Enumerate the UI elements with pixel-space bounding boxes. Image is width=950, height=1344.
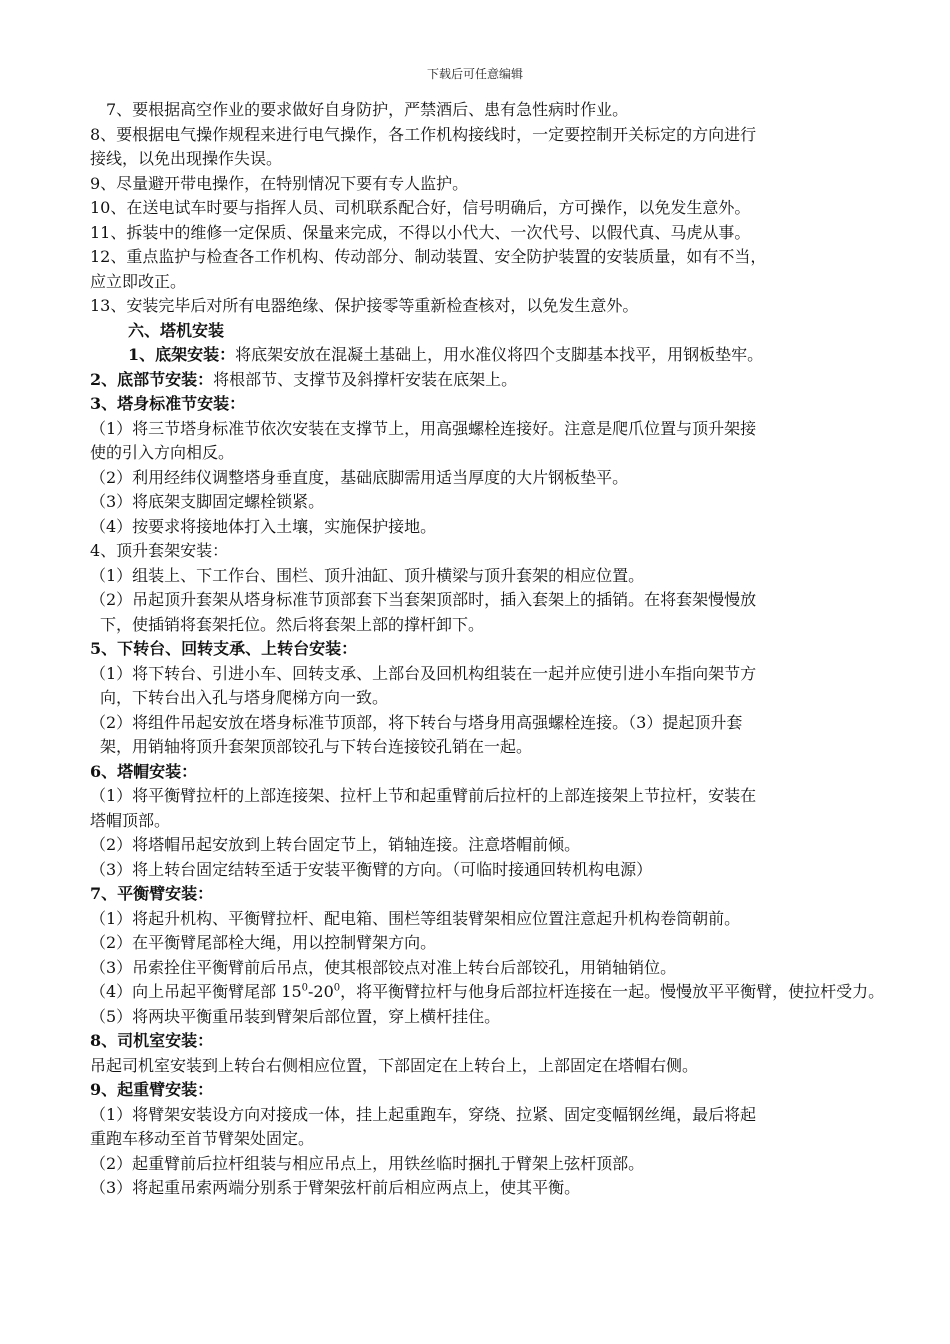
step-9-item-3: （3）将起重吊索两端分别系于臂架弦杆前后相应两点上，使其平衡。 xyxy=(90,1178,581,1197)
safety-item-8a: 8、要根据电气操作规程来进行电气操作，各工作机构接线时，一定要控制开关标定的方向进行 xyxy=(90,124,757,144)
step-4-item-1: （1）组装上、下工作台、围栏、顶升油缸、顶升横梁与顶升套架的相应位置。 xyxy=(90,565,645,585)
step-1-text: 将底架安放在混凝土基础上，用水准仪将四个支脚基本找平，用钢板垫牢。 xyxy=(235,345,764,364)
step-2 xyxy=(90,368,902,393)
step-3-item-1a: （1）将三节塔身标准节依次安装在支撑节上，用高强螺栓连接好。注意是爬爪位置与顶升架接 xyxy=(90,418,757,438)
safety-item-7: 7、要根据高空作业的要求做好自身防护，严禁酒后、患有急性病时作业。 xyxy=(106,100,629,119)
step-9-item-2: （2）起重臂前后拉杆组装与相应吊点上，用铁丝临时捆扎于臂架上弦杆顶部。 xyxy=(90,1153,645,1173)
safety-item-9: 9、尽量避开带电操作，在特别情况下要有专人监护。 xyxy=(90,173,469,193)
safety-item-8b: 接线，以免出现操作失误。 xyxy=(90,149,283,168)
step-5-item-2b: 架，用销轴将顶升套架顶部铰孔与下转台连接铰孔销在一起。 xyxy=(100,737,533,756)
document-body xyxy=(90,98,902,1201)
safety-item-11: 11、拆装中的维修一定保质、保量来完成，不得以小代大、一次代号、以假代真、马虎从事。 xyxy=(90,222,751,242)
section-title: 六、塔机安装 xyxy=(128,320,225,340)
step-3-heading: 3、塔身标准节安装： xyxy=(90,394,246,413)
step-1-heading: 1、底架安装： xyxy=(128,345,236,364)
step-8-heading: 8、司机室安装： xyxy=(90,1031,214,1050)
step-1 xyxy=(90,343,902,368)
step-6-item-2: （2）将塔帽吊起安放到上转台固定节上，销轴连接。注意塔帽前倾。 xyxy=(90,835,581,854)
step-7-item-5: （5）将两块平衡重吊装到臂架后部位置，穿上横杆挂住。 xyxy=(90,1006,501,1026)
step-9-item-1a: （1）将臂架安装设方向对接成一体，挂上起重跑车，穿绕、拉紧、固定变幅钢丝绳，最后将起 xyxy=(90,1104,757,1124)
step-7-item-4: （4）向上吊起平衡臂尾部 $15^0-20^0$，将平衡臂拉杆与他身后部拉杆连接在一起。慢慢放平平衡臂，使拉杆受力。 xyxy=(90,982,885,1001)
page-header: 下载后可任意编辑 xyxy=(426,67,523,81)
step-6-heading: 6、塔帽安装： xyxy=(90,761,198,781)
step-5-item-2a: （2）将组件吊起安放在塔身标准节顶部，将下转台与塔身用高强螺栓连接。（3）提起顶升套 xyxy=(90,712,743,732)
step-2-text: 将根部节、支撑节及斜撑杆安装在底架上。 xyxy=(213,369,518,389)
step-7-heading: 7、平衡臂安装： xyxy=(90,884,214,903)
step-4-heading: 4、顶升套架安装： xyxy=(90,541,229,560)
step-4-item-2b: 下，使插销将套架托位。然后将套架上部的撑杆卸下。 xyxy=(100,614,485,634)
step-6-item-3: （3）将上转台固定结转至适于安装平衡臂的方向。（可临时接通回转机构电源） xyxy=(90,859,653,879)
step-7-item-2: （2）在平衡臂尾部栓大绳，用以控制臂架方向。 xyxy=(90,933,437,952)
step-3-item-3: （3）将底架支脚固定螺栓锁紧。 xyxy=(90,492,325,511)
step-4-item-2a: （2）吊起顶升套架从塔身标准节顶部套下当套架顶部时，插入套架上的插销。在将套架慢慢放 xyxy=(90,590,757,609)
step-8-text: 吊起司机室安装到上转台右侧相应位置，下部固定在上转台上，上部固定在塔帽右侧。 xyxy=(90,1055,699,1075)
step-2-heading: 2、底部节安装： xyxy=(90,369,214,389)
step-5-item-1b: 向，下转台出入孔与塔身爬梯方向一致。 xyxy=(100,688,389,707)
step-3-item-1b: 使的引入方向相反。 xyxy=(90,443,235,462)
safety-item-12b: 应立即改正。 xyxy=(90,271,187,291)
step-9-heading: 9、起重臂安装： xyxy=(90,1080,214,1099)
safety-item-10: 10、在送电试车时要与指挥人员、司机联系配合好，信号明确后，方可操作，以免发生意外。 xyxy=(90,198,751,217)
step-7-item-3: （3）吊索拴住平衡臂前后吊点，使其根部铰点对准上转台后部铰孔，用销轴销位。 xyxy=(90,957,677,977)
step-7-item-1: （1）将起升机构、平衡臂拉杆、配电箱、围栏等组装臂架相应位置注意起升机构卷筒朝前。 xyxy=(90,908,741,928)
safety-item-13: 13、安装完毕后对所有电器绝缘、保护接零等重新检查核对，以免发生意外。 xyxy=(90,296,639,315)
step-3-item-2: （2）利用经纬仪调整塔身垂直度，基础底脚需用适当厚度的大片钢板垫平。 xyxy=(90,467,629,487)
step-6-item-1b: 塔帽顶部。 xyxy=(90,810,171,830)
step-5-item-1a: （1）将下转台、引进小车、回转支承、上部台及回机构组装在一起并应使引进小车指向架节方 xyxy=(90,663,757,683)
step-6-item-1a: （1）将平衡臂拉杆的上部连接架、拉杆上节和起重臂前后拉杆的上部连接架上节拉杆，安装在 xyxy=(90,786,757,805)
step-3-item-4: （4）按要求将接地体打入土壤，实施保护接地。 xyxy=(90,516,437,536)
step-9-item-1b: 重跑车移动至首节臂架处固定。 xyxy=(90,1129,315,1148)
step-5-heading: 5、下转台、回转支承、上转台安装： xyxy=(90,639,358,658)
safety-item-12a: 12、重点监护与检查各工作机构、传动部分、制动装置、安全防护装置的安装质量，如有不当， xyxy=(90,247,767,266)
